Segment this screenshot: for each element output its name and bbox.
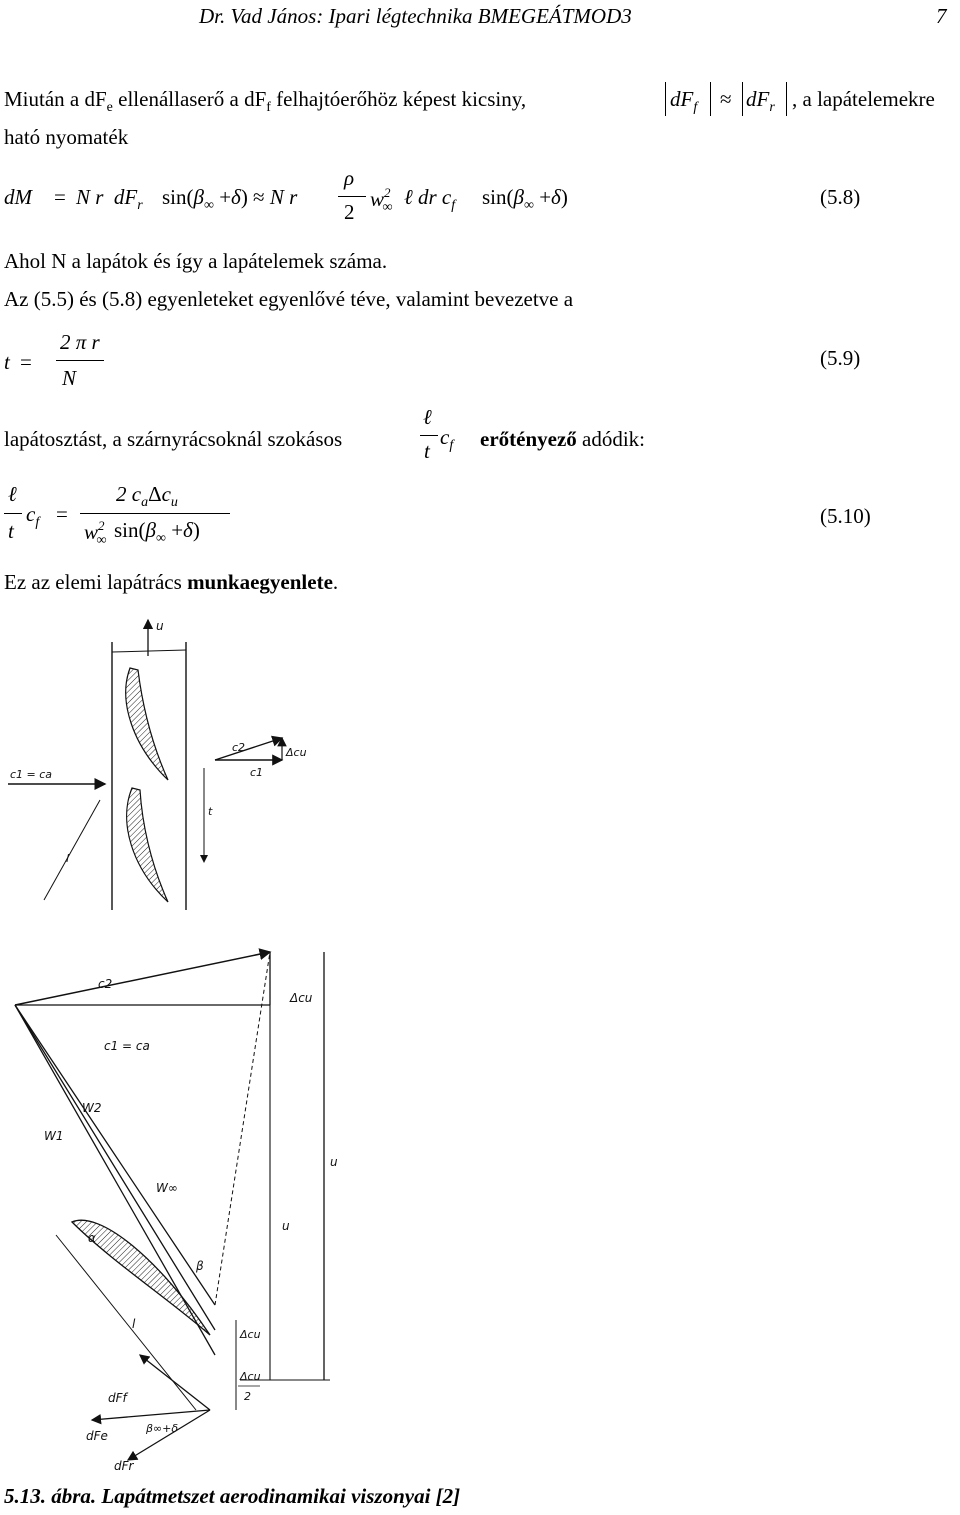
dFe-vector [92, 1410, 210, 1420]
equation-5-9: t = 2 π r N [4, 328, 204, 398]
blade-profile [72, 1220, 210, 1335]
chord-l-line [44, 800, 100, 900]
figure-caption: 5.13. ábra. Lapátmetszet aerodinamikai viszonyai [2] [4, 1484, 461, 1508]
paragraph-intro-tail: , a lapátelemekre [792, 87, 935, 111]
equation-5-9-number: (5.9) [820, 346, 861, 370]
inline-equation-abs: $dF_f$ ≈ $dF_r$ [662, 80, 792, 120]
w-inf-vector [15, 1005, 215, 1330]
beta-label: β [196, 1259, 204, 1273]
blade-section-figure [0, 940, 420, 1475]
c2-vector [15, 952, 270, 1005]
dFe-label: dFe [86, 1429, 108, 1443]
dFf-vector [140, 1355, 210, 1410]
inline-fraction-l-t-cf: ℓ t $c_f$ [418, 405, 478, 469]
upper-blade-profile [126, 668, 168, 780]
line-ahol: Ahol N a lapátok és így a lapátelemek száma. [4, 249, 388, 273]
beta-delta-label: β∞+δ [146, 1422, 179, 1435]
chord-l-label: l [132, 1317, 136, 1331]
c2-vector [215, 738, 282, 760]
w2-label: W2 [82, 1101, 102, 1115]
c2-label: c2 [98, 977, 113, 991]
c2-label: c2 [232, 741, 246, 754]
u-inner-label: u [282, 1219, 290, 1233]
dFf-label: dFf [108, 1391, 127, 1405]
w1-label: W1 [44, 1129, 64, 1143]
c1-label: c1 [250, 766, 264, 779]
u-right-label: u [330, 1155, 338, 1169]
dFr-vector [128, 1410, 210, 1460]
delta-cu-half-label: Δcu [240, 1370, 261, 1383]
equation-5-8: dM = N r $dF_r$ $\sin(\beta_\infty +\delta) \approx N$ r ρ 2 $w^2_\infty$ ℓ dr $c_f$ $\sin(\beta_\infty +\delta)$ [4, 166, 568, 224]
equation-5-10-number: (5.10) [820, 504, 871, 528]
delta-cu-label: Δcu [286, 746, 307, 759]
equation-5-10: ℓ t $c_f$ = 2 $c_a\Delta c_u$ $w^2_\infty$ $\sin(\beta_\infty +\delta)$ [4, 482, 264, 552]
dFr-label: dFr [114, 1459, 134, 1473]
line-lapatosztast-tail: erőtényező adódik: [480, 427, 646, 451]
line-ez: Ez az elemi lapátrács munkaegyenlete. [4, 570, 339, 594]
line-lapatosztast: lapátosztást, a szárnyrácsoknál szokásos [4, 427, 343, 451]
paragraph-intro: Miután a $dF_e$ ellenállaserő a $dF_f$ felhajtóerőhöz képest kicsiny, [4, 87, 527, 115]
chord-l-label: l [66, 852, 70, 865]
page-header-title: Dr. Vad János: Ipari légtechnika BMEGEÁTMOD3 [199, 4, 632, 28]
u-label: u [156, 619, 164, 633]
line-az: Az (5.5) és (5.8) egyenleteket egyenlővé téve, valamint bevezetve a [4, 287, 574, 311]
paragraph-intro-line2: ható nyomaték [4, 125, 129, 149]
pitch-t-label: t [208, 805, 213, 818]
equation-5-8-number: (5.8) [820, 185, 861, 209]
half-label: 2 [244, 1390, 251, 1403]
page-number: 7 [936, 4, 947, 28]
c1-ca-label: c1 = ca [104, 1039, 150, 1053]
delta-cu-label: Δcu [290, 991, 313, 1005]
cascade-figure [0, 610, 330, 910]
delta-cu-small-label: Δcu [240, 1328, 261, 1341]
w-inf-label: W∞ [156, 1181, 178, 1195]
lower-blade-profile [127, 788, 168, 902]
c1-ca-label: c1 = ca [10, 768, 53, 781]
